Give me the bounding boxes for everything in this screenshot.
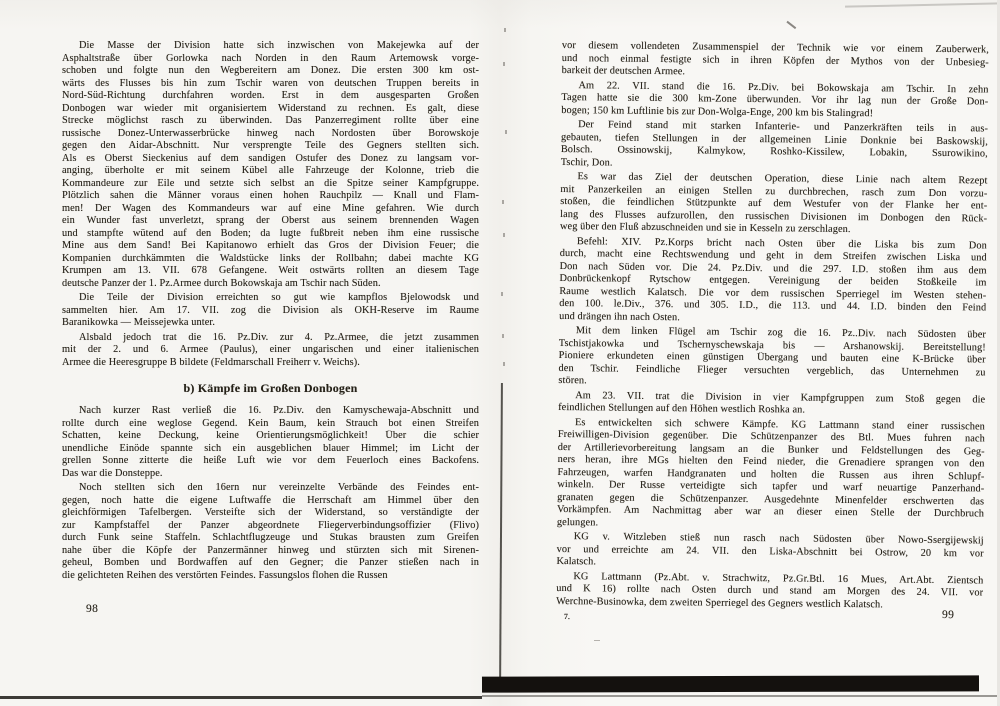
text-line: weg über den Fluß abzuschneiden und sie in Kesseln zu zerschlagen. xyxy=(559,220,851,236)
text-line: Es war das Ziel der deutschen Operation, diese Linie nach altem Rezept xyxy=(577,171,988,187)
left-text-column xyxy=(62,40,479,582)
text-line: Noch stellten sich den 16ern nur vereinzelte Verbände des Feindes ent- xyxy=(79,482,479,493)
paragraph xyxy=(559,235,987,327)
left-page xyxy=(62,40,479,615)
text-line: Nach kurzer Rast verließ die 16. Pz.Div. den Kamyschewaja-Abschnitt und xyxy=(79,405,479,416)
text-line: durch Funk seine Staffeln. Schlachtflugzeuge und Stukas brausten zum Greifen xyxy=(62,532,479,543)
text-line: Kalatsch. xyxy=(556,555,597,568)
text-line: die gelichteten Reihen des verstörten Feindes. Fassungslos flohen die Russen xyxy=(62,569,388,581)
text-line: vor und erreichte am 24. VII. den Liska-Abschnitt bei Ostrow, 20 km vor xyxy=(556,543,984,559)
text-line: den 100. le.Div., 376. und 305. I.D., die 113. und 44. I.D. binden den Feind xyxy=(559,297,987,314)
gutter-speck xyxy=(503,62,505,66)
right-page xyxy=(556,40,989,622)
right-text-column xyxy=(556,40,989,612)
text-line: barkeit der deutschen Armee. xyxy=(561,64,686,78)
text-line: Asphaltstraße über Gorlowka nach Norden in den Raum Artemowsk vorge- xyxy=(62,52,479,64)
text-line: Donbogen war wieder mit organisiertem Widerstand zu rechnen. Es galt, diese xyxy=(62,102,479,114)
text-line: gelungen. xyxy=(556,516,599,528)
paragraph xyxy=(62,332,479,370)
text-line: Don nach Süden vor. Die 24. Pz.Div. und die 297. I.D. stoßen ihm aus dem xyxy=(559,260,987,276)
text-line: Das war die Donsteppe. xyxy=(62,467,163,479)
gutter-speck xyxy=(504,28,506,32)
scan-top-edge xyxy=(845,2,1000,7)
text-line: Armee die Heeresgruppe B bildete (Feldmarschall Freiherr v. Weichs). xyxy=(62,356,360,368)
paragraph xyxy=(561,79,988,121)
text-line: Die Teile der Division erreichten so gut wie kampflos Bjelowodsk und xyxy=(79,292,479,303)
text-line: Freiwilligen-Division gegenüber. Die Schützenpanzer des Btl. Mues fuhren nach xyxy=(557,428,985,445)
paragraph xyxy=(561,119,989,173)
scan-diagonal-artifact xyxy=(787,21,797,29)
text-line: Fahrzeugen, warfen Handgranaten und holten die Russen aus ihren Schlupf- xyxy=(557,466,985,482)
text-line: Tagen hatte sie die 300 km-Zone überwunden. Vor ihr lag nun der Große Don- xyxy=(561,91,989,108)
text-line: schoben und folgte nun den Wegbereitern am Donez. Die ersten 300 km ost- xyxy=(62,65,479,76)
text-line: und K 16) rollte nach Osten durch und stand am Morgen des 24. VII. vor xyxy=(556,582,984,599)
text-line: Mine aus dem Sand! Bei Kapitanowo erhielt das Gros der Division Feuer; die xyxy=(62,240,479,251)
paragraph xyxy=(557,416,985,533)
text-line: Als es Oberst Sieckenius auf dem sandigen Ostufer des Donez zu langsam vor- xyxy=(62,152,479,164)
text-line: Tschir, Don. xyxy=(560,156,613,169)
text-line: sammelten hier. Am 17. VII. zog die Division als OKH-Reserve im Raume xyxy=(62,304,479,316)
text-line: Donbrückenkopf Rytschow entgegen. Vereinigung der beiden Stoßkeile im xyxy=(559,272,987,289)
paragraph xyxy=(62,405,479,480)
text-line: Kommandeure zur Eile und setzte sich selbst an die Spitze seiner Kampfgruppe. xyxy=(62,177,479,189)
text-line: vor diesem vollendeten Zusammenspiel der Technik wie vor einem Zauberwerk, xyxy=(561,40,989,56)
gutter-speck xyxy=(501,292,503,296)
paragraph xyxy=(558,389,985,418)
text-line: Befehl: XIV. Pz.Korps bricht nach Osten über die Liska bis zum Don xyxy=(576,235,987,251)
page-number-left: 98 xyxy=(86,603,99,615)
text-line: gegen, noch hatte die eigene Luftwaffe die Herrschaft am Himmel über den xyxy=(62,494,479,506)
text-line: gebauten, tiefen Stellungen in der allgemeinen Linie Donknie bei Baskowskij, xyxy=(560,131,989,147)
text-line: und stampfte wütend auf den Boden; da lugte fußbreit neben ihm eine russische xyxy=(62,227,479,239)
paragraph xyxy=(560,171,988,238)
text-line: gegen den Aidar-Abschnitt. Nur versprengte Teile des Gegners stellten sich. xyxy=(62,140,479,151)
gutter-speck xyxy=(503,233,505,237)
paragraph xyxy=(62,292,479,330)
text-line: Vorkämpfen. Am Nachmittag aber war an dieser einen Stelle der Durchbruch xyxy=(557,503,985,520)
printers-signature-mark: 7. xyxy=(563,612,571,622)
text-line: Kompanien durchkämmten die Waldstücke links der Rollbahn; dabei machte KG xyxy=(62,252,479,264)
text-line: ein Wunder fast unverletzt, sprang der Oberst aus seinem brennenden Wagen xyxy=(62,215,479,226)
text-line: KG Lattmann (Pz.Abt. v. Strachwitz, Pz.Gr.Btl. 16 Mues, Art.Abt. Zientsch xyxy=(573,570,984,586)
text-line: Alsbald jedoch trat die 16. Pz.Div. zur 4. Pz.Armee, die jetzt zusammen xyxy=(79,331,479,343)
text-line: grellen Sonne zitterte die heiße Luft wie vor dem Feuerloch eines Backofens. xyxy=(62,455,479,466)
paragraph xyxy=(558,325,986,392)
scan-bottom-edge-left xyxy=(0,696,482,699)
text-line: Strecke möglichst rasch zu überwinden. Das Panzerregiment rollte über eine xyxy=(62,115,479,126)
text-line: bogen; 150 km Luftlinie bis zur Don-Wolga-Enge, 200 km bis Stalingrad! xyxy=(561,104,874,119)
paragraph xyxy=(556,531,983,573)
text-line: Pioniere erkundeten einen günstigen Übergang und bauten eine K-Brücke über xyxy=(558,349,986,366)
text-line: und drängen ihn nach Osten. xyxy=(559,310,680,323)
text-line: Mit dem linken Flügel am Tschir zog die 16. Pz..Div. nach Südosten über xyxy=(575,325,986,341)
text-line: men! Der Wagen des Kommandeurs war auf eine Mine gefahren. Wie durch xyxy=(62,202,479,214)
scan-black-bar xyxy=(482,675,979,692)
text-line: und noch einmal festigte sich in ihren Köpfen der Mythos von der Unbesieg- xyxy=(561,52,989,68)
text-line: KG v. Witzleben stieß nun rasch nach Südosten über Nowo-Ssergijewskij xyxy=(573,531,984,547)
text-line: Schatten, keine Deckung, keine Orientierungsmöglichkeit! Über die schier xyxy=(62,430,479,441)
scan-dash-artifact xyxy=(594,640,600,641)
text-line: der Artillerievorbereitung langsam an die Bunker und Feldstellungen des Geg- xyxy=(557,441,985,457)
text-line: lang des Flusses aufzurollen, den russischen Divisionen im Donbogen den Rück- xyxy=(560,208,988,224)
text-line: Plötzlich sahen die Männer voraus einen hohen Rauchpilz — Knall und Flam- xyxy=(62,190,479,201)
text-line: unendliche Einöde spannte sich ein ausgeblichen blauer Himmel; im Licht der xyxy=(62,442,479,454)
section-heading: b) Kämpfe im Großen Donbogen xyxy=(183,381,358,395)
text-line: zur Kampfstaffel der Panzer abgeordnete Fliegerverbindungsoffizier (Flivo) xyxy=(62,519,479,531)
text-line: granaten gegen die Schützenpanzer. Ausgedehnte Minenfelder erschwerten das xyxy=(557,491,985,507)
text-line: Es entwickelten sich schwere Kämpfe. KG Lattmann stand einer russischen xyxy=(574,416,986,432)
text-line: anging, überholte er mit seinem Kübel alle Fahrzeuge der Kolonne, trieb die xyxy=(62,165,479,176)
page-number-right: 99 xyxy=(941,609,955,622)
text-line: stoßen, die feindlichen Stützpunkte auf dem Westufer von der Flanke her ent- xyxy=(560,195,988,212)
text-line: winkeln. Der Russe verteidigte sich tapfer und warf neuartige Panzerhand- xyxy=(557,478,985,495)
text-line: Krumpen am 13. VII. 678 Gefangene. Weit ostwärts rollten an diesem Tage xyxy=(62,265,479,276)
paragraph xyxy=(62,482,479,582)
text-line: ners heran, ihre MGs hielten den Feind nieder, die Grenadiere sprangen von den xyxy=(557,453,985,470)
text-line: Raume westlich Kalatsch. Die vor dem russischen Sperriegel im Westen stehen- xyxy=(559,285,987,301)
text-line: Werchne-Businowka, dem zweiten Sperriegel des Gegners westlich Kalatsch. xyxy=(556,595,884,610)
text-line: durch, macht eine Rechtswendung und geht in dem Streifen zwischen Liska und xyxy=(559,247,987,264)
text-line: Baranikowka — Meissejewka unter. xyxy=(62,317,216,328)
gutter-speck xyxy=(503,362,505,366)
text-line: den Tschir. Feindliche Flieger versuchten vergeblich, das Unternehmen zu xyxy=(558,362,986,378)
text-line: rollte durch eine weglose Gegend. Kein Baum, kein Strauch bot einen Streifen xyxy=(62,417,479,429)
text-line: mit Panzerkeilen an einigen Stellen zu durchbrechen, rasch zum Don vorzu- xyxy=(560,183,988,199)
gutter-speck xyxy=(502,334,504,338)
text-line: nahe über die Köpfe der Panzermänner hinweg und stürzten sich mit Sirenen- xyxy=(62,544,479,556)
binding-gutter-line xyxy=(499,383,502,688)
text-line: wärts des Flusses bis hin zum Tschir waren von deutschen Truppen bereits in xyxy=(62,77,479,89)
text-line: mit der 2. und 6. Armee (Paulus), einer ungarischen und einer italienischen xyxy=(62,344,479,355)
paragraph xyxy=(562,40,989,82)
text-line: russische Donez-Unterwasserbrücke hinweg nach Nordosten über Borowskoje xyxy=(62,127,479,139)
text-line: Am 23. VII. trat die Division in vier Kampfgruppen zum Stoß gegen die xyxy=(575,389,986,405)
text-line: feindlichen Stellungen auf den Höhen westlich Roshka an. xyxy=(558,401,806,416)
text-line: geheul, Bomben und Bordwaffen auf den Gegner; die Panzer stießen nach in xyxy=(62,557,479,568)
paragraph xyxy=(556,570,983,612)
text-line: Am 22. VII. stand die 16. Pz.Div. bei Bokowskaja am Tschir. In zehn xyxy=(578,79,989,95)
scan-bottom-edge-right xyxy=(482,695,1000,697)
text-line: deutsche Panzer der 1. Pz.Armee durch Bokowskaja am Tschir nach Süden. xyxy=(62,277,381,289)
paragraph xyxy=(62,40,479,290)
gutter-speck xyxy=(502,200,504,204)
text-line: Bolsch. Ossinowskij, Kalmykow, Roshko-Kissilew, Lobakin, Ssurowikino, xyxy=(560,143,988,160)
text-line: Der Feind stand mit starken Infanterie- und Panzerkräften teils in aus- xyxy=(578,119,989,135)
gutter-speck xyxy=(505,130,507,134)
text-line: stören. xyxy=(558,374,587,387)
text-line: Tschistjakowka und Tschernyschewskaja bis — Arshanowskij. Bereitstellung! xyxy=(558,337,986,353)
text-line: Die Masse der Division hatte sich inzwischen von Makejewka auf der xyxy=(79,40,479,51)
text-line: gleichförmigen Tafelbergen. Versteifte sich der Widerstand, so verständigte der xyxy=(62,507,479,518)
text-line: Nord-Süd-Richtung durchfahren worden. Erst in dem ausgesparten Großen xyxy=(62,90,479,101)
